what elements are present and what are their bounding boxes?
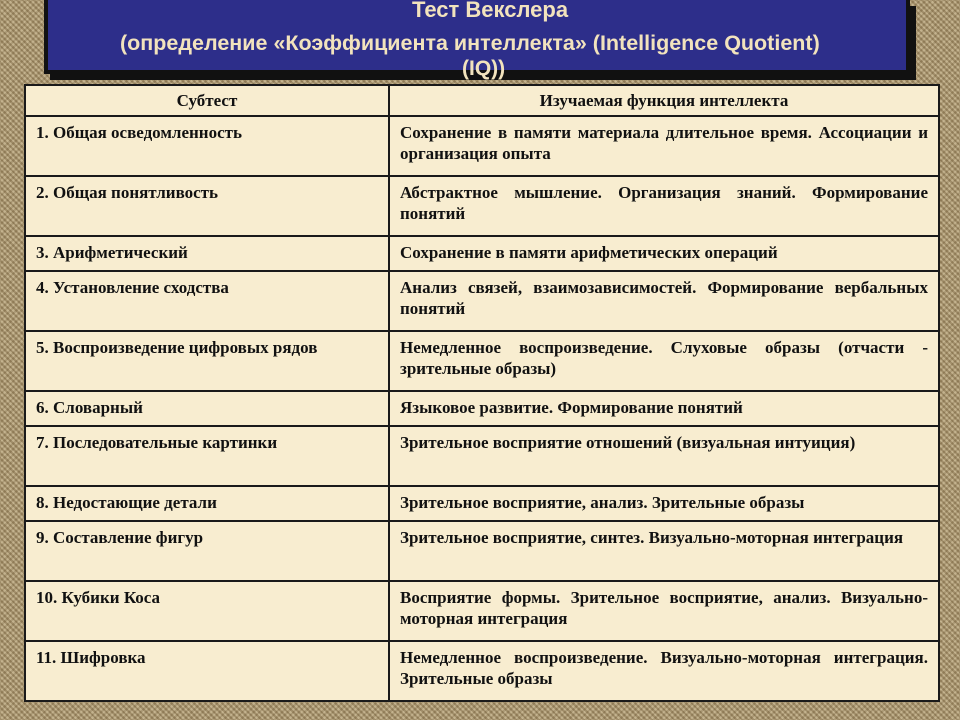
subtest-cell: 3. Арифметический (25, 236, 389, 271)
subtest-cell: 5. Воспроизведение цифровых рядов (25, 331, 389, 391)
table-row (25, 581, 939, 641)
table-row (25, 521, 939, 581)
subtest-cell: 1. Общая осведомленность (25, 116, 389, 176)
function-cell: Анализ связей, взаимозависимостей. Формирование вербальных понятий (389, 271, 939, 331)
table-row (25, 486, 939, 521)
slide-subtitle: (определение «Коэффициента интеллекта» (Intelligence Quotient) (120, 31, 820, 55)
table-header-row (25, 85, 939, 116)
slide-subtitle-continued: (IQ)) (462, 57, 506, 80)
subtest-cell: 7. Последовательные картинки (25, 426, 389, 486)
subtest-cell: 2. Общая понятливость (25, 176, 389, 236)
function-cell: Языковое развитие. Формирование понятий (389, 391, 939, 426)
function-cell: Сохранение в памяти арифметических операций (389, 236, 939, 271)
table-row (25, 176, 939, 236)
column-header-subtest: Субтест (25, 85, 389, 116)
function-cell: Восприятие формы. Зрительное восприятие, анализ. Визуально-моторная интеграция (389, 581, 939, 641)
table-row (25, 236, 939, 271)
function-cell: Абстрактное мышление. Организация знаний. Формирование понятий (389, 176, 939, 236)
subtest-cell: 6. Словарный (25, 391, 389, 426)
subtest-cell: 11. Шифровка (25, 641, 389, 701)
function-cell: Зрительное восприятие отношений (визуальная интуиция) (389, 426, 939, 486)
function-cell: Зрительное восприятие, анализ. Зрительные образы (389, 486, 939, 521)
slide-title: Тест Векслера (412, 0, 569, 22)
function-cell: Немедленное воспроизведение. Визуально-моторная интеграция. Зрительные образы (389, 641, 939, 701)
subtest-cell: 4. Установление сходства (25, 271, 389, 331)
table-row (25, 391, 939, 426)
table-row (25, 116, 939, 176)
function-cell: Зрительное восприятие, синтез. Визуально-моторная интеграция (389, 521, 939, 581)
title-banner (44, 0, 910, 80)
function-cell: Немедленное воспроизведение. Слуховые образы (отчасти - зрительные образы) (389, 331, 939, 391)
table-row (25, 271, 939, 331)
wechsler-subtests-table (24, 84, 940, 702)
subtest-cell: 9. Составление фигур (25, 521, 389, 581)
table-row (25, 641, 939, 701)
column-header-function: Изучаемая функция интеллекта (389, 85, 939, 116)
subtest-cell: 8. Недостающие детали (25, 486, 389, 521)
table-row (25, 426, 939, 486)
table-row (25, 331, 939, 391)
subtest-cell: 10. Кубики Коса (25, 581, 389, 641)
function-cell: Сохранение в памяти материала длительное время. Ассоциации и организация опыта (389, 116, 939, 176)
